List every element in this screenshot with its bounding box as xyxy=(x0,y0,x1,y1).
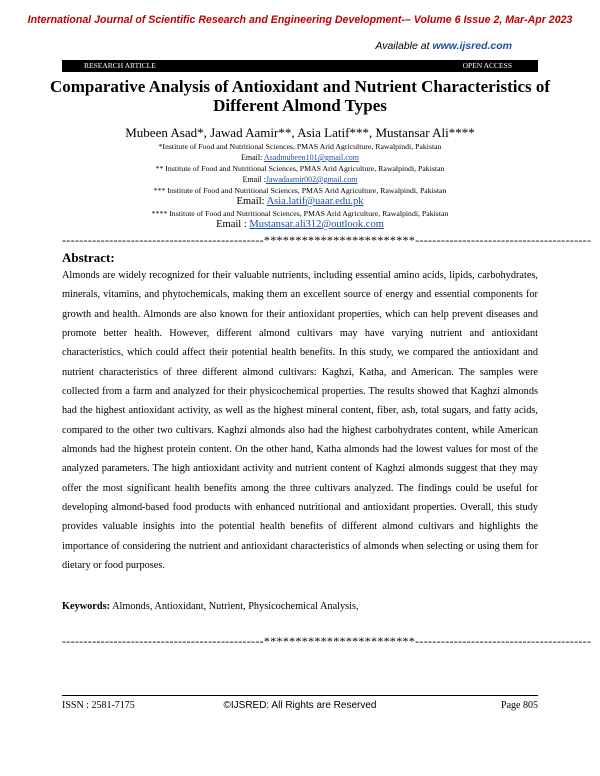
affiliation-1: *Institute of Food and Nutritional Sciences, PMAS Arid Agriculture, Rawalpindi, Pakistan xyxy=(158,142,442,151)
affiliation-3: *** Institute of Food and Nutritional Sciences, PMAS Arid Agriculture, Rawalpindi, Pakistan xyxy=(153,186,447,195)
keywords-line xyxy=(62,601,538,612)
email-label: Email : xyxy=(242,175,266,184)
open-access-label: OPEN ACCESS xyxy=(462,61,512,70)
journal-header: International Journal of Scientific Research and Engineering Development-– Volume 6 Issue 2, Mar-Apr 2023 xyxy=(27,14,573,26)
affiliation-4: **** Institute of Food and Nutritional Sciences, PMAS Arid Agriculture, Rawalpindi, Pakistan xyxy=(151,209,449,218)
keywords-label: Keywords: xyxy=(62,601,111,612)
research-article-label: RESEARCH ARTICLE xyxy=(84,61,156,70)
author-list: Mubeen Asad*, Jawad Aamir**, Asia Latif***, Mustansar Ali**** xyxy=(125,125,475,140)
paper-title: Comparative Analysis of Antioxidant and Nutrient Characteristics of Different Almond Types xyxy=(49,77,551,115)
email-link-3[interactable]: Asia.latif@uaar.edu.pk xyxy=(266,196,364,207)
availability-line xyxy=(375,40,512,52)
keywords-text: Almonds, Antioxidant, Nutrient, Physicochemical Analysis, xyxy=(112,601,359,612)
page-number: Page 805 xyxy=(501,700,538,711)
email-link-2[interactable]: Jawadaamir002@gmail.com xyxy=(265,175,358,184)
email-line-1 xyxy=(0,153,600,162)
top-separator: -----------------------------------------------************************----------------------------------------- xyxy=(62,233,592,247)
issn: ISSN : 2581-7175 xyxy=(62,700,135,711)
journal-url-link[interactable]: www.ijsred.com xyxy=(432,40,512,52)
email-link-4[interactable]: Mustansar.ali312@outlook.com xyxy=(249,219,384,230)
abstract-body: Almonds are widely recognized for their valuable nutrients, including essential amino acids, lipids, carbohydrates, minerals, vitamins, and phytochemicals, making them an excellent source of energy and essential components for growth and health. Almonds are also known for their antioxidant properties, which can help prevent diseases and promote better health. However, different almond cultivars may have varying nutrient and antioxidant characteristics, which could affect their potential health benefits. In this study, we compared the antioxidant and nutrient characteristics of three different almond cultivars: Kaghzi, Katha, and American. The samples were collected from a farm and analyzed for their physicochemical properties. The results showed that Kaghzi almonds had the highest antioxidant activity, as well as the highest mineral content, fiber, ash, total sugars, and fatty acids, compared to the other two cultivars. Kaghzi almonds also had the highest carbohydrates content, while American almonds had the highest protein content. On the other hand, Katha almonds had the lowest values for most of the analyzed parameters. The high antioxidant activity and nutrient content of Kaghzi almonds suggest that they may offer the most significant health benefits among the three cultivars analyzed. The findings could be useful for developing almond-based food products with enhanced nutritional and antioxidant properties. Overall, this study provides valuable insights into the potential health benefits of different almond cultivars and highlights the importance of considering the nutrient and antioxidant characteristics of almonds when selecting or using them for dietary or food purposes. xyxy=(62,270,538,572)
email-label: Email: xyxy=(236,196,267,207)
bottom-separator: -----------------------------------------------************************----------------------------------------- xyxy=(62,634,592,648)
footer-divider xyxy=(62,695,538,696)
email-line-2 xyxy=(0,175,600,184)
email-label: Email : xyxy=(216,219,250,230)
abstract-heading: Abstract: xyxy=(62,250,115,265)
email-line-3 xyxy=(0,196,600,207)
article-type-banner xyxy=(62,60,538,72)
copyright: ©IJSRED: All Rights are Reserved xyxy=(223,700,377,711)
available-label: Available at xyxy=(375,40,430,52)
affiliation-2: ** Institute of Food and Nutritional Sciences, PMAS Arid Agriculture, Rawalpindi, Pakistan xyxy=(155,164,445,173)
email-link-1[interactable]: Asadmubeen101@gmail.com xyxy=(263,153,359,162)
email-line-4 xyxy=(0,219,600,230)
email-label: Email: xyxy=(240,153,264,162)
